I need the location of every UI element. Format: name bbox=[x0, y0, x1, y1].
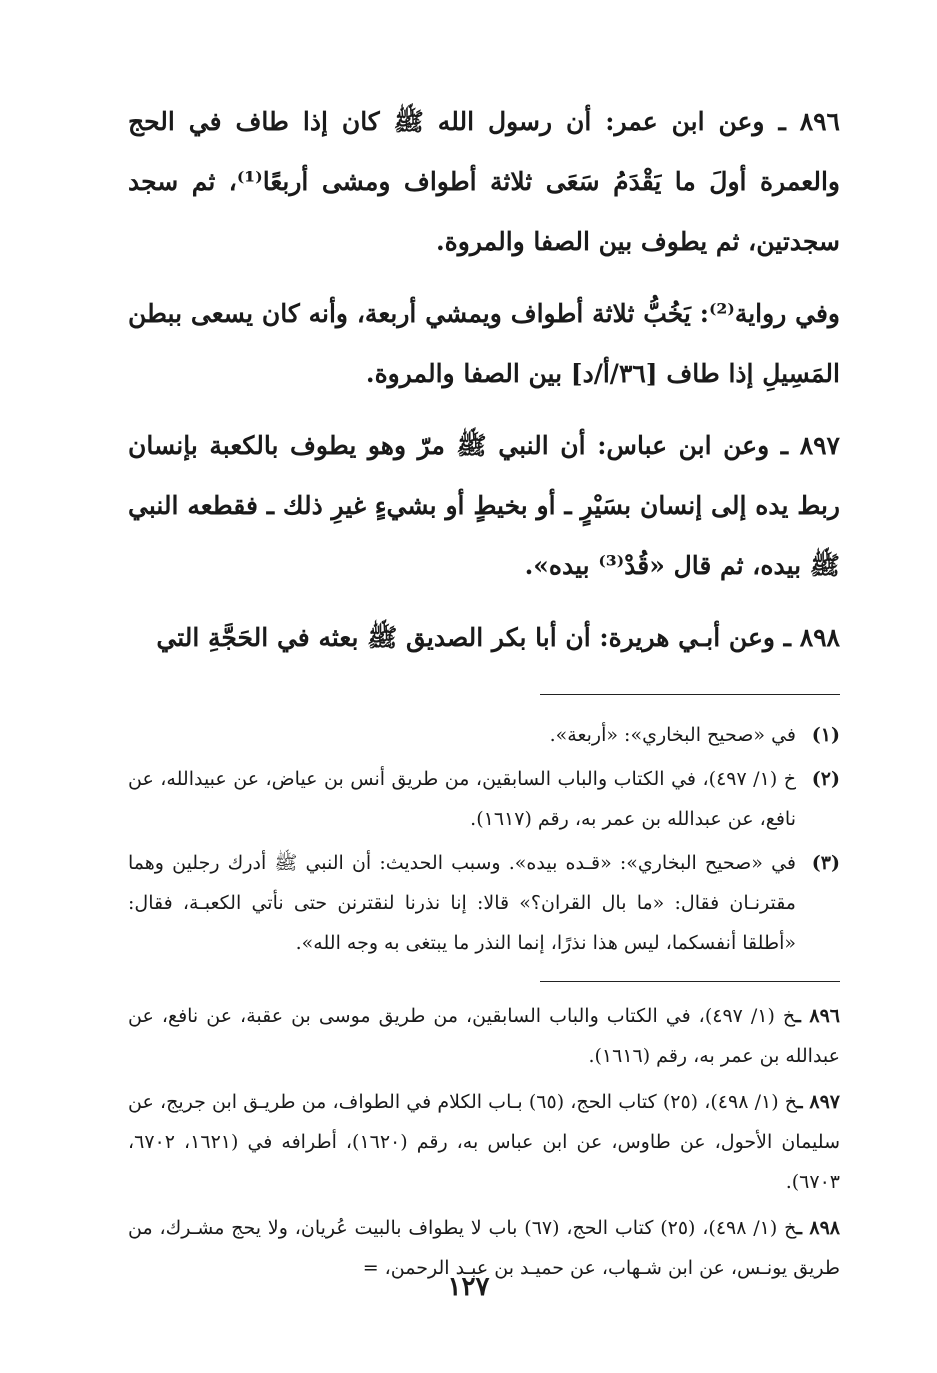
hadith-898 bbox=[128, 608, 840, 668]
hadith-text: وفي رواية⁽²⁾: يَخُبُّ ثلاثة أطواف ويمشي أربعة، وأنه كان يسعى ببطن المَسِيلِ إذا طاف [٣٦/أ/د] بين الصفا والمروة. bbox=[128, 299, 840, 388]
source-text: خ (١/ ٤٩٧)، في الكتاب والباب السابقين، من طريق موسى بن عقبة، عن نافع، عن عبدالله بن عمر به، رقم (١٦١٦). bbox=[128, 1005, 840, 1067]
hadith-896-variant bbox=[128, 284, 840, 404]
main-text bbox=[128, 92, 840, 668]
footnote-number: (٣) bbox=[811, 852, 840, 874]
source-item bbox=[128, 996, 840, 1076]
footnotes bbox=[128, 715, 840, 963]
footnote bbox=[128, 843, 840, 963]
footnote-number: (٢) bbox=[811, 768, 840, 790]
footnote-text: خ (١/ ٤٩٧)، في الكتاب والباب السابقين، من طريق أنس بن عياض، عن عبيدالله، عن نافع، عن عبدالله بن عمر به، رقم (١٦١٧). bbox=[128, 768, 796, 830]
footnote bbox=[128, 759, 840, 839]
source-item bbox=[128, 1082, 840, 1202]
source-number: ٨٩٦ ـ bbox=[795, 1005, 840, 1027]
source-text: خ (١/ ٤٩٨)، (٢٥) كتاب الحج، (٦٧) باب لا يطواف بالبيت عُريان، ولا يحج مشـرك، من طريق يونـس، عن ابن شـهاب، عن حميـد بن عبـد الرحمن، = bbox=[128, 1217, 840, 1279]
hadith-896 bbox=[128, 92, 840, 272]
footnote-number: (١) bbox=[811, 724, 840, 746]
source-number: ٨٩٧ ـ bbox=[797, 1091, 840, 1113]
footnote-text: في «صحيح البخاري»: «قـده بيده». وسبب الحديث: أن النبي ﷺ أدرك رجلين وهما مقترنـان فقال: «ما بال القران؟» قالا: إنا نذرنا لنقترنن حتى نأتي الكعبـة، فقال: «أطلقا أنفسكما، ليس هذا نذرًا، إنما النذر ما يبتغى به وجه الله». bbox=[128, 852, 796, 954]
source-references bbox=[128, 996, 840, 1288]
sources-divider bbox=[540, 981, 840, 982]
hadith-number: ٨٩٦ ـ bbox=[778, 107, 840, 136]
footnote bbox=[128, 715, 840, 755]
hadith-number: ٨٩٨ ـ bbox=[783, 623, 840, 652]
page-number: ١٢٧ bbox=[447, 1272, 490, 1302]
page-body bbox=[128, 92, 840, 1294]
hadith-text: وعن ابن عمر: أن رسول الله ﷺ كان إذا طاف في الحج والعمرة أولَ ما يَقْدَمُ سَعَى ثلاثة أطواف ومشى أربعًا⁽¹⁾، ثم سجد سجدتين، ثم يطوف بين الصفا والمروة. bbox=[128, 107, 840, 256]
hadith-text: وعن أبـي هريرة: أن أبا بكر الصديق ﷺ بعثه في الحَجَّةِ التي bbox=[156, 623, 775, 652]
hadith-text: وعن ابن عباس: أن النبي ﷺ مرّ وهو يطوف بالكعبة بإنسان ربط يده إلى إنسان بسَيْرٍ ـ أو بخيطٍ أو بشيءٍ غيرِ ذلك ـ فقطعه النبي ﷺ بيده، ثم قال «قُدْ⁽³⁾ بيده». bbox=[128, 431, 840, 580]
source-text: خ (١/ ٤٩٨)، (٢٥) كتاب الحج، (٦٥) بـاب الكلام في الطواف، من طريـق ابن جريج، عن سليمان الأحول، عن طاوس، عن ابن عباس به، رقم (١٦٢٠)، أطرافه في (١٦٢١، ٦٧٠٢، ٦٧٠٣). bbox=[128, 1091, 840, 1193]
footnote-text: في «صحيح البخاري»: «أربعة». bbox=[549, 724, 796, 746]
hadith-number: ٨٩٧ ـ bbox=[780, 431, 840, 460]
source-number: ٨٩٨ ـ bbox=[796, 1217, 840, 1239]
hadith-897 bbox=[128, 416, 840, 596]
footnote-divider bbox=[540, 694, 840, 695]
